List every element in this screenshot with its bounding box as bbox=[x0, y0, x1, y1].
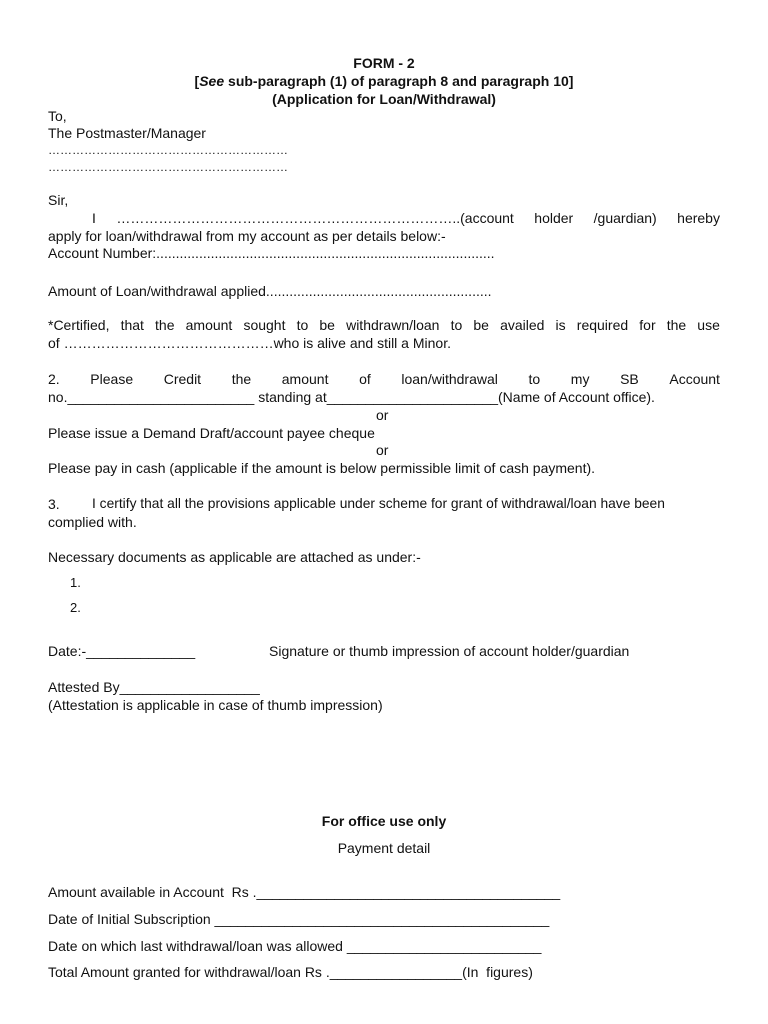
payment-detail-heading: Payment detail bbox=[337, 840, 431, 856]
document-item: 1. bbox=[70, 575, 81, 590]
form-number: FORM - 2 bbox=[353, 55, 415, 71]
salutation: Sir, bbox=[48, 192, 69, 208]
total-granted-field: Total Amount granted for withdrawal/loan Rs ._________________(In figures) bbox=[48, 964, 533, 980]
form-subtitle: (Application for Loan/Withdrawal) bbox=[272, 91, 496, 107]
amount-available-field: Amount available in Account Rs ._______________________________________ bbox=[48, 884, 561, 900]
credit-word: SB bbox=[620, 371, 639, 387]
certified-word: for bbox=[639, 317, 656, 333]
credit-word: of bbox=[359, 371, 371, 387]
credit-word: to bbox=[528, 371, 541, 387]
ref-see: See bbox=[199, 73, 225, 89]
certified-word: sought bbox=[243, 317, 286, 333]
intro-line-2: apply for loan/withdrawal from my account as per details below:- bbox=[48, 228, 446, 244]
attestation-note: (Attestation is applicable in case of thumb impression) bbox=[48, 697, 383, 713]
address-to: To, bbox=[48, 108, 67, 124]
certified-word: be bbox=[319, 317, 335, 333]
credit-word: Credit bbox=[163, 371, 202, 387]
or-separator-1: or bbox=[376, 407, 389, 423]
certified-word: amount bbox=[185, 317, 233, 333]
credit-word: the bbox=[231, 371, 252, 387]
or-separator-2: or bbox=[376, 442, 389, 458]
credit-word: my bbox=[570, 371, 590, 387]
ref-open: [ bbox=[194, 73, 200, 89]
ref-rest: sub-paragraph (1) of paragraph 8 and paragraph 10] bbox=[224, 73, 574, 89]
form-reference bbox=[0, 73, 768, 89]
credit-word: amount bbox=[281, 371, 329, 387]
intro-word: I bbox=[92, 210, 96, 226]
certified-word: be bbox=[473, 317, 489, 333]
certify-line-2: complied with. bbox=[48, 514, 137, 530]
amount-applied-field: Amount of Loan/withdrawal applied.......................................................... bbox=[48, 283, 492, 299]
address-recipient: The Postmaster/Manager bbox=[48, 125, 206, 141]
last-withdrawal-field: Date on which last withdrawal/loan was allowed _________________________ bbox=[48, 938, 542, 954]
intro-word: holder bbox=[534, 210, 574, 226]
certified-word: that bbox=[120, 317, 144, 333]
initial-subscription-field: Date of Initial Subscription ___________________________________________ bbox=[48, 911, 550, 927]
certified-line-1 bbox=[48, 317, 720, 333]
certify-number: 3. bbox=[48, 496, 60, 512]
intro-word: hereby bbox=[677, 210, 720, 226]
credit-word: loan/withdrawal bbox=[401, 371, 498, 387]
credit-line-1 bbox=[48, 371, 720, 387]
certified-word: to bbox=[296, 317, 309, 333]
intro-word: /guardian) bbox=[593, 210, 657, 226]
certified-word: to bbox=[450, 317, 463, 333]
attested-by-field: Attested By__________________ bbox=[48, 679, 260, 695]
certified-word: availed bbox=[500, 317, 545, 333]
credit-word: Account bbox=[669, 371, 720, 387]
certified-word: *Certified, bbox=[48, 317, 110, 333]
certified-word: withdrawn/loan bbox=[346, 317, 440, 333]
document-item: 2. bbox=[70, 600, 81, 615]
pay-cash-option: Please pay in cash (applicable if the amount is below permissible limit of cash payment). bbox=[48, 460, 596, 476]
certified-word: is bbox=[555, 317, 566, 333]
demand-draft-option: Please issue a Demand Draft/account payee cheque bbox=[48, 425, 375, 441]
documents-heading: Necessary documents as applicable are attached as under:- bbox=[48, 549, 421, 565]
certified-word: the bbox=[155, 317, 175, 333]
certified-line-2: of ………………………………………who is alive and still a Minor. bbox=[48, 335, 451, 351]
signature-field: Signature or thumb impression of account holder/guardian bbox=[269, 643, 630, 659]
credit-word: Please bbox=[90, 371, 134, 387]
intro-line-1 bbox=[92, 210, 720, 226]
account-number-field: Account Number:....................................................................................... bbox=[48, 245, 495, 261]
office-use-heading: For office use only bbox=[321, 813, 447, 829]
date-field: Date:-______________ bbox=[48, 643, 196, 659]
credit-line-2: no.________________________ standing at______________________(Name of Account office). bbox=[48, 389, 655, 405]
certify-text: I certify that all the provisions applicable under scheme for grant of withdrawal/loan have been bbox=[92, 496, 665, 511]
certified-word: the bbox=[666, 317, 687, 333]
certified-word: required bbox=[576, 317, 629, 333]
address-dots-1: …………………………………………………… bbox=[48, 143, 288, 157]
credit-word: 2. bbox=[48, 371, 60, 387]
certified-word: use bbox=[697, 317, 720, 333]
intro-word: ………………………………………………………………..(account bbox=[116, 210, 514, 226]
address-dots-2: …………………………………………………… bbox=[48, 160, 288, 174]
